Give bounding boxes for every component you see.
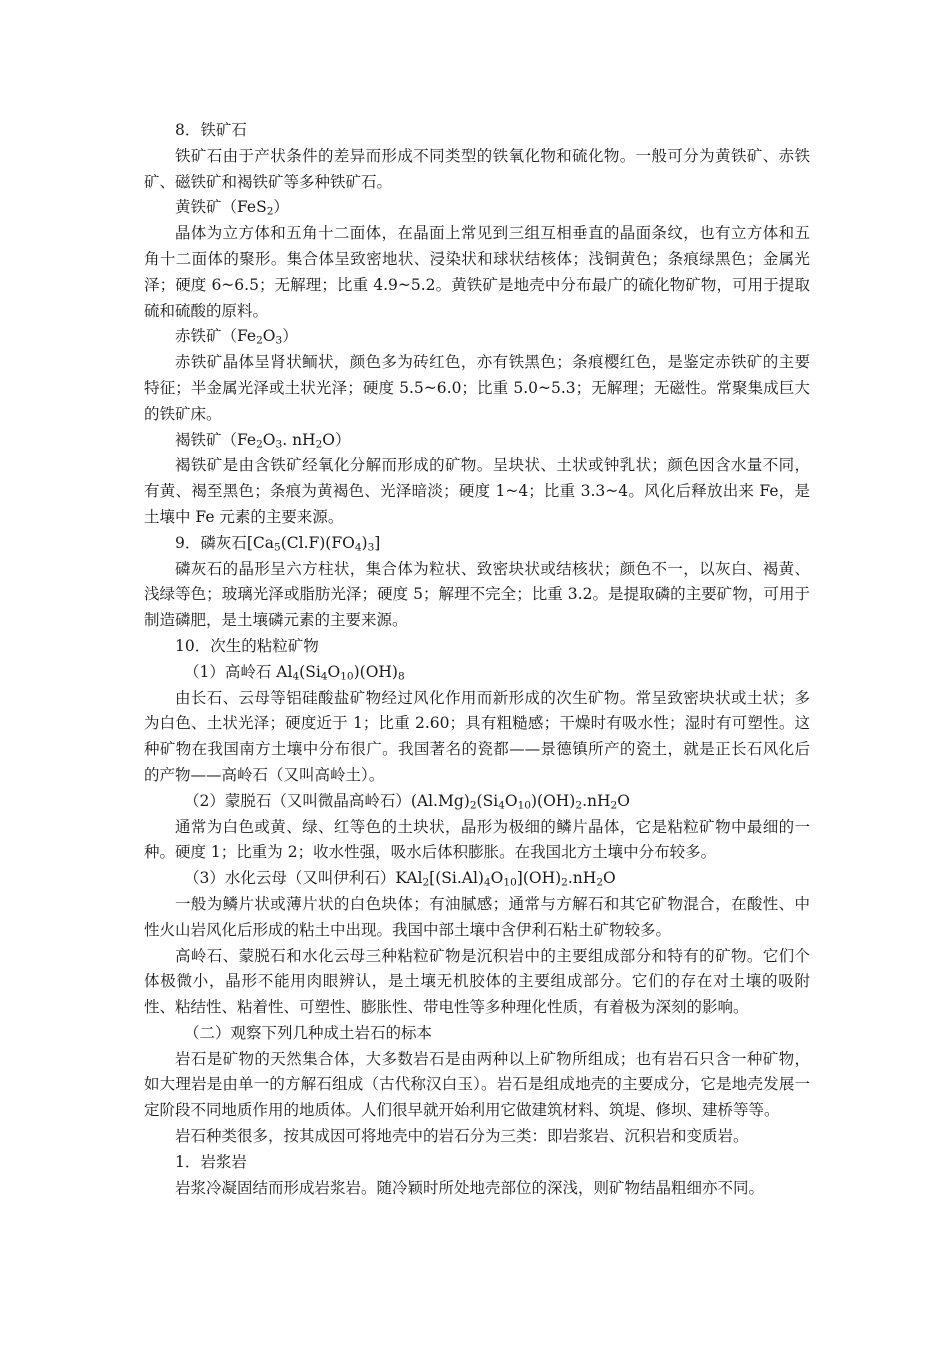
paragraph-kaolinite: 由长石、云母等铝硅酸盐矿物经过风化作用而新形成的次生矿物。常呈致密块状或土状；多为白色、土状光泽；硬度近于 1；比重 2.60；具有粗糙感；干燥时有吸水性；湿时有可塑性。这种矿物在我国南方土壤中分布很广。我国著名的瓷都——景德镇所产的瓷土，就是正长石风化后的产物——高岭石（又叫高岭土）。 [144,688,810,784]
subheading-limonite: 褐铁矿（$Fe_2O_3$. $nH_2O$） [175,430,351,451]
paragraph-rocks-intro: 岩石是矿物的天然集合体，大多数岩石是由两种以上矿物所组成；也有岩石只含一种矿物，如大理岩是由单一的方解石组成（古代称汉白玉）。岩石是组成地壳的主要成分，它是地壳发展一定阶段不同地质作用的地质体。人们很早就开始利用它做建筑材料、筑堤、修坝、建桥等等。 [144,1049,810,1120]
paragraph-iron-ore-intro: 铁矿石由于产状条件的差异而形成不同类型的铁氧化物和硫化物。一般可分为黄铁矿、赤铁矿、磁铁矿和褐铁矿等多种铁矿石。 [144,146,810,191]
paragraph-limonite: 褐铁矿是由含铁矿经氧化分解而形成的矿物。呈块状、土状或钟乳状；颜色因含水量不同，有黄、褐至黑色；条痕为黄褐色、光泽暗淡；硬度 1~4；比重 3.3~4。风化后释放出来 Fe，是土壤中 Fe 元素的主要来源。 [144,456,810,526]
paragraph-clay-summary: 高岭石、蒙脱石和水化云母三种粘粒矿物是沉积岩中的主要组成部分和特有的矿物。它们个体极微小，晶形不能用肉眼辨认，是土壤无机胶体的主要组成部分。它们的存在对土壤的吸附性、粘结性、粘着性、可塑性、膨胀性、带电性等多种理化性质，有着极为深刻的影响。 [144,946,810,1017]
heading-clay-minerals: 10．次生的粘粒矿物 [175,636,319,655]
heading-igneous-rock: 1．岩浆岩 [175,1152,247,1171]
subheading-pyrite: 黄铁矿（FeS$_2$） [175,198,289,219]
subheading-montmorillonite: （2）蒙脱石（又叫微晶高岭石）$(Al.Mg)_2(Si_4O_{10})(OH)_2.nH_2O$ [184,791,630,812]
paragraph-illite: 一般为鳞片状或薄片状的白色块体；有油腻感；通常与方解石和其它矿物混合，在酸性、中性火山岩风化后形成的粘土中出现。我国中部土壤中含伊利石粘土矿物较多。 [144,894,810,939]
paragraph-igneous-rock: 岩浆冷凝固结而形成岩浆岩。随冷颖时所处地壳部位的深浅，则矿物结晶粗细亦不同。 [175,1178,765,1197]
heading-rock-specimens: （二）观察下列几种成土岩石的标本 [184,1023,433,1042]
document-body [144,118,810,1201]
subheading-kaolinite: （1）高岭石 $Al_4(Si_4O_{10})(OH)_8$ [184,662,405,683]
paragraph-pyrite: 晶体为立方体和五角十二面体，在晶面上常见到三组互相垂直的晶面条纹，也有立方体和五角十二面体的聚形。集合体呈致密地状、浸染状和球状结核体；浅铜黄色；条痕绿黑色；金属光泽；硬度 6~6.5；无解理；比重 4.9~5.2。黄铁矿是地壳中分布最广的硫化物矿物，可用于提取硫和硫酸的原料。 [144,224,810,320]
subheading-hematite: 赤铁矿$(Fe_2O_3)$ [175,327,298,347]
subheading-illite: （3）水化云母（又叫伊利石）$KAl_2[(Si.Al)_4O_{10}](OH)_2.nH_2O$ [184,869,616,889]
heading-apatite: 9．磷灰石$[Ca_5(Cl.F)(FO_4)_3]$ [175,533,381,554]
paragraph-rock-types: 岩石种类很多，按其成因可将地壳中的岩石分为三类：即岩浆岩、沉积岩和变质岩。 [175,1127,749,1146]
heading-iron-ore: 8．铁矿石 [175,121,247,139]
paragraph-hematite: 赤铁矿晶体呈肾状鲕状，颜色多为砖红色，亦有铁黑色；条痕樱红色，是鉴定赤铁矿的主要特征；半金属光泽或土状光泽；硬度 5.5~6.0；比重 5.0~5.3；无解理；无磁性。常聚集成巨大的铁矿床。 [144,353,810,423]
paragraph-montmorillonite: 通常为白色或黄、绿、红等色的土块状，晶形为极细的鳞片晶体，它是粘粒矿物中最细的一种。硬度 1；比重为 2；收水性强，吸水后体积膨胀。在我国北方土壤中分布较多。 [144,817,810,862]
paragraph-apatite: 磷灰石的晶形呈六方柱状，集合体为粒状、致密块状或结核状；颜色不一，以灰白、褐黄、浅绿等色；玻璃光泽或脂肪光泽；硬度 5；解理不完全；比重 3.2。是提取磷的主要矿物，可用于制造磷肥，是土壤磷元素的主要来源。 [144,559,810,630]
